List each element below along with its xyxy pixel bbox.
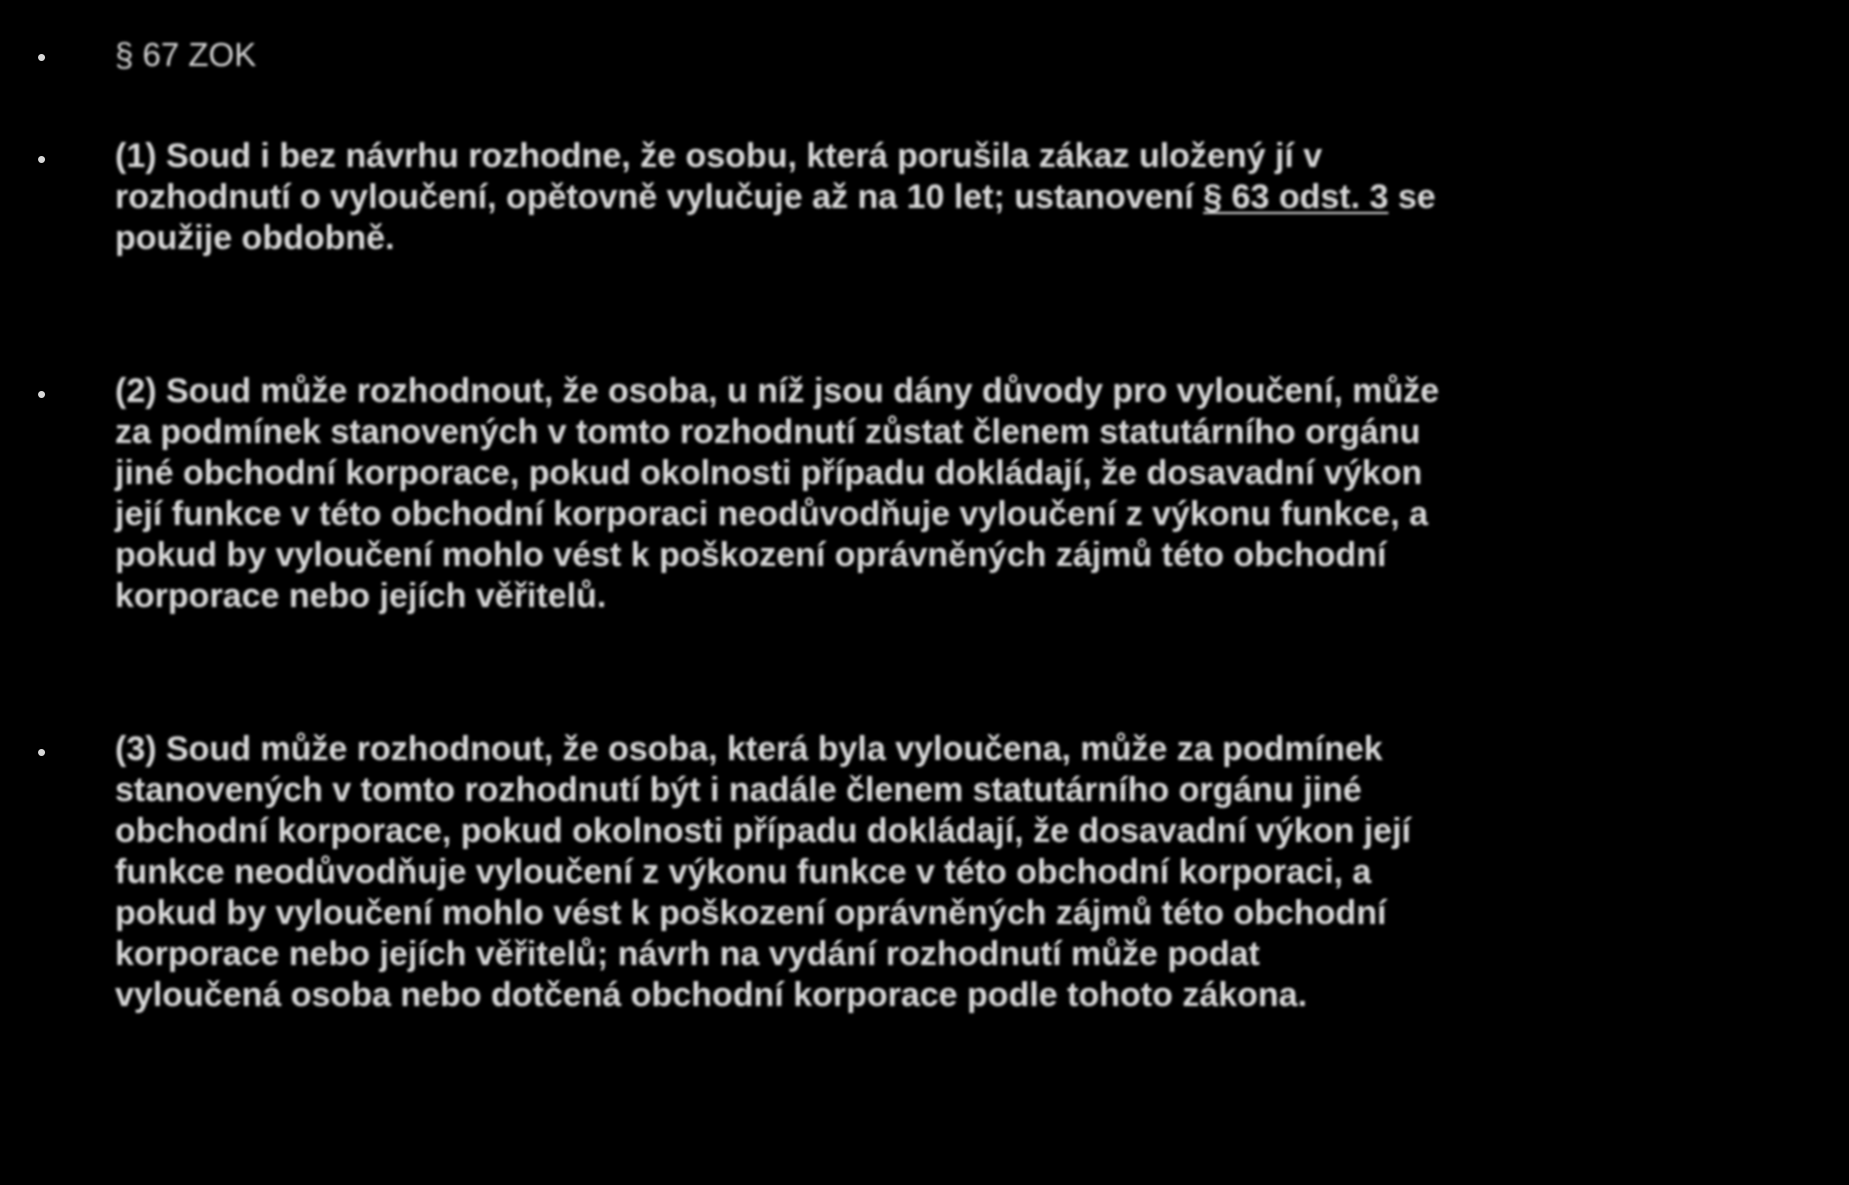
law-reference-link[interactable]: § 63 odst. 3	[1203, 178, 1389, 216]
paragraph-line: vyloučená osoba nebo dotčená obchodní korporace podle tohoto zákona.	[115, 976, 1308, 1014]
paragraph-line: jiné obchodní korporace, pokud okolnosti případu dokládají, že dosavadní výkon	[115, 454, 1423, 492]
paragraph-line	[115, 177, 1815, 218]
bullet-icon: •	[37, 42, 47, 72]
paragraph-2	[115, 371, 1815, 617]
paragraph-3	[115, 729, 1815, 1016]
paragraph-line: korporace nebo jejích věřitelů; návrh na vydání rozhodnutí může podat	[115, 935, 1260, 973]
paragraph-line: pokud by vyloučení mohlo vést k poškození oprávněných zájmů této obchodní	[115, 894, 1387, 932]
paragraph-line: použije obdobně.	[115, 219, 395, 257]
paragraph-text: rozhodnutí o vyloučení, opětovně vylučuje až na 10 let; ustanovení	[115, 178, 1204, 216]
paragraph-line: funkce neodůvodňuje vyloučení z výkonu funkce v této obchodní korporaci, a	[115, 853, 1372, 891]
bullet-icon: •	[37, 737, 47, 767]
section-heading: § 67 ZOK	[115, 36, 257, 73]
paragraph-line: (1) Soud i bez návrhu rozhodne, že osobu, která porušila zákaz uložený jí v	[115, 137, 1323, 175]
paragraph-line: za podmínek stanovených v tomto rozhodnutí zůstat členem statutárního orgánu	[115, 413, 1421, 451]
bullet-icon: •	[37, 379, 47, 409]
paragraph-line: korporace nebo jejích věřitelů.	[115, 577, 607, 615]
paragraph-line: pokud by vyloučení mohlo vést k poškození oprávněných zájmů této obchodní	[115, 536, 1387, 574]
paragraph-line: (2) Soud může rozhodnout, že osoba, u níž jsou dány důvody pro vyloučení, může	[115, 372, 1440, 410]
paragraph-1	[115, 136, 1815, 259]
paragraph-line: obchodní korporace, pokud okolnosti případu dokládají, že dosavadní výkon její	[115, 812, 1411, 850]
paragraph-line: její funkce v této obchodní korporaci neodůvodňuje vyloučení z výkonu funkce, a	[115, 495, 1429, 533]
paragraph-text: se	[1388, 178, 1436, 216]
paragraph-line: stanovených v tomto rozhodnutí být i nadále členem statutárního orgánu jiné	[115, 771, 1362, 809]
paragraph-line: (3) Soud může rozhodnout, že osoba, která byla vyloučena, může za podmínek	[115, 730, 1383, 768]
bullet-icon: •	[37, 144, 47, 174]
